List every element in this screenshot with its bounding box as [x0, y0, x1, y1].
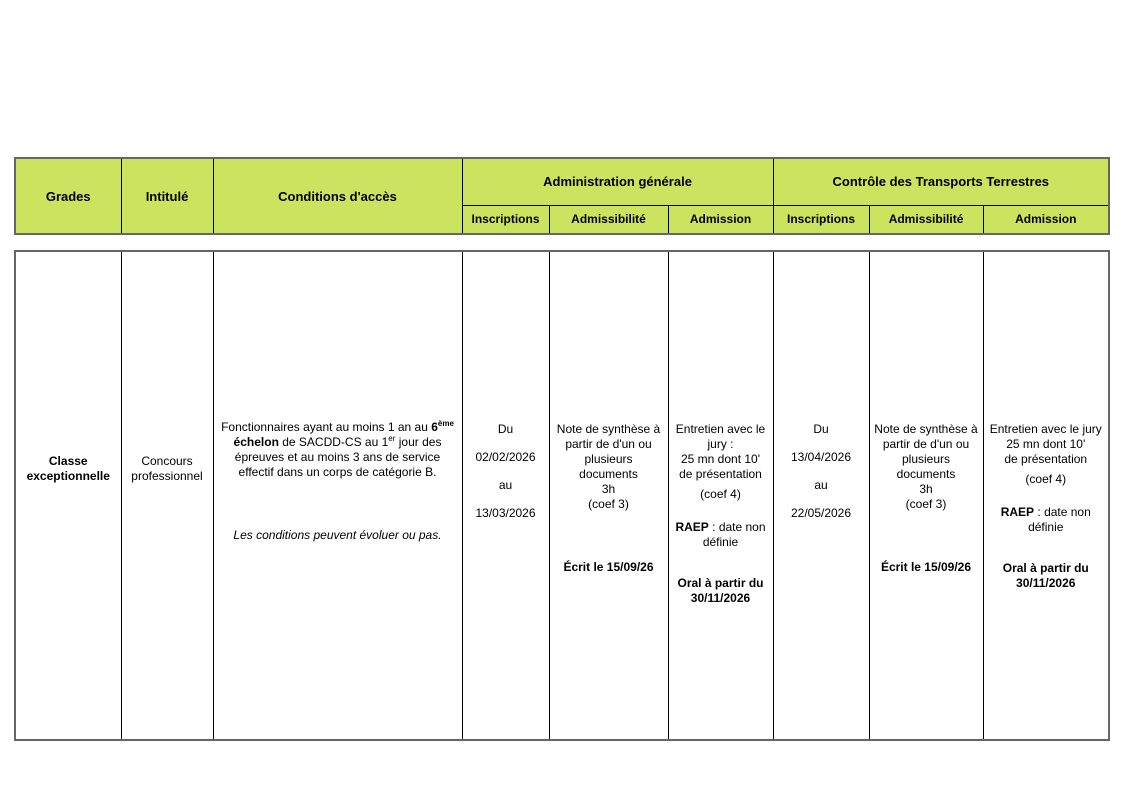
subheader-inscriptions-ag: Inscriptions — [462, 205, 549, 234]
admissibilite-duration: 3h — [919, 482, 933, 496]
admissibilite-duration: 3h — [601, 482, 616, 496]
inscriptions-line: au — [498, 478, 513, 492]
inscriptions-date-start: 13/04/2026 — [790, 450, 852, 464]
cell-admissibilite-ctt — [869, 251, 983, 740]
admissibilite-description: Note de synthèse à partir de d'un ou plusieurs documents — [556, 422, 661, 481]
conditions-paragraph: Fonctionnaires ayant au moins 1 an au 6ème échelon de SACDD-CS au 1er jour des épreuves et au moins 3 ans de service effectif dans un corps de catégorie B. — [221, 419, 454, 479]
cell-inscriptions-ag — [462, 251, 549, 740]
subheader-admissibilite-ag: Admissibilité — [549, 205, 668, 234]
cell-admission-ctt — [983, 251, 1109, 740]
conditions-note-italic: Les conditions peuvent évoluer ou pas. — [233, 528, 442, 542]
inscriptions-line: au — [814, 478, 828, 492]
cell-admission-ag — [668, 251, 773, 740]
inscriptions-date-end: 22/05/2026 — [790, 506, 852, 520]
table-row — [15, 251, 1109, 740]
admission-raep: RAEP : date non définie — [1000, 505, 1091, 534]
superscript-er: er — [388, 434, 396, 443]
admission-line: Entretien avec le jury 25 mn dont 10' — [989, 422, 1102, 451]
admission-line: 25 mn dont 10' — [680, 452, 760, 466]
admission-coef: (coef 4) — [1025, 472, 1067, 486]
grade-label: Classe exceptionnelle — [26, 454, 110, 483]
header-cell-conditions: Conditions d'accès — [213, 158, 462, 234]
subheader-admissibilite-ctt: Admissibilité — [869, 205, 983, 234]
admission-coef: (coef 4) — [700, 487, 741, 501]
inscriptions-date-start: 02/02/2026 — [475, 450, 536, 464]
header-table — [14, 157, 1110, 235]
inscriptions-line: Du — [813, 422, 829, 436]
header-cell-grades: Grades — [15, 158, 121, 234]
admission-oral-date: Oral à partir du 30/11/2026 — [677, 576, 764, 605]
admission-raep: RAEP : date non définie — [675, 520, 766, 549]
subheader-admission-ctt: Admission — [983, 205, 1109, 234]
admissibilite-exam-date: Écrit le 15/09/26 — [563, 560, 654, 574]
inscriptions-line: Du — [497, 422, 514, 436]
cell-intitule — [121, 251, 213, 740]
header-group-controle-transports-terrestres: Contrôle des Transports Terrestres — [773, 158, 1109, 205]
admission-oral-date: Oral à partir du 30/11/2026 — [1002, 561, 1089, 590]
subheader-inscriptions-ctt: Inscriptions — [773, 205, 869, 234]
header-group-administration-generale: Administration générale — [462, 158, 773, 205]
conditions-text: Fonctionnaires ayant au moins 1 an au — [221, 420, 432, 434]
cell-grade — [15, 251, 121, 740]
intitule-label: Concours professionnel — [131, 454, 203, 483]
superscript-eme: ème — [437, 419, 454, 428]
admissibilite-exam-date: Écrit le 15/09/26 — [880, 560, 972, 574]
cell-admissibilite-ag — [549, 251, 668, 740]
header-cell-intitule: Intitulé — [121, 158, 213, 234]
cell-conditions-acces — [213, 251, 462, 740]
admission-line: de présentation — [1004, 452, 1088, 466]
inscriptions-date-end: 13/03/2026 — [475, 506, 536, 520]
admission-line: de présentation — [679, 467, 762, 481]
body-table — [14, 250, 1110, 741]
admissibilite-coef: (coef 3) — [588, 497, 629, 511]
conditions-bold-echelon: 6ème échelon — [233, 419, 454, 449]
admissibilite-description: Note de synthèse à partir de d'un ou plusieurs documents — [874, 422, 978, 481]
admission-line: Entretien avec le jury : — [675, 422, 766, 451]
cell-inscriptions-ctt — [773, 251, 869, 740]
admissibilite-coef: (coef 3) — [905, 497, 947, 511]
subheader-admission-ag: Admission — [668, 205, 773, 234]
